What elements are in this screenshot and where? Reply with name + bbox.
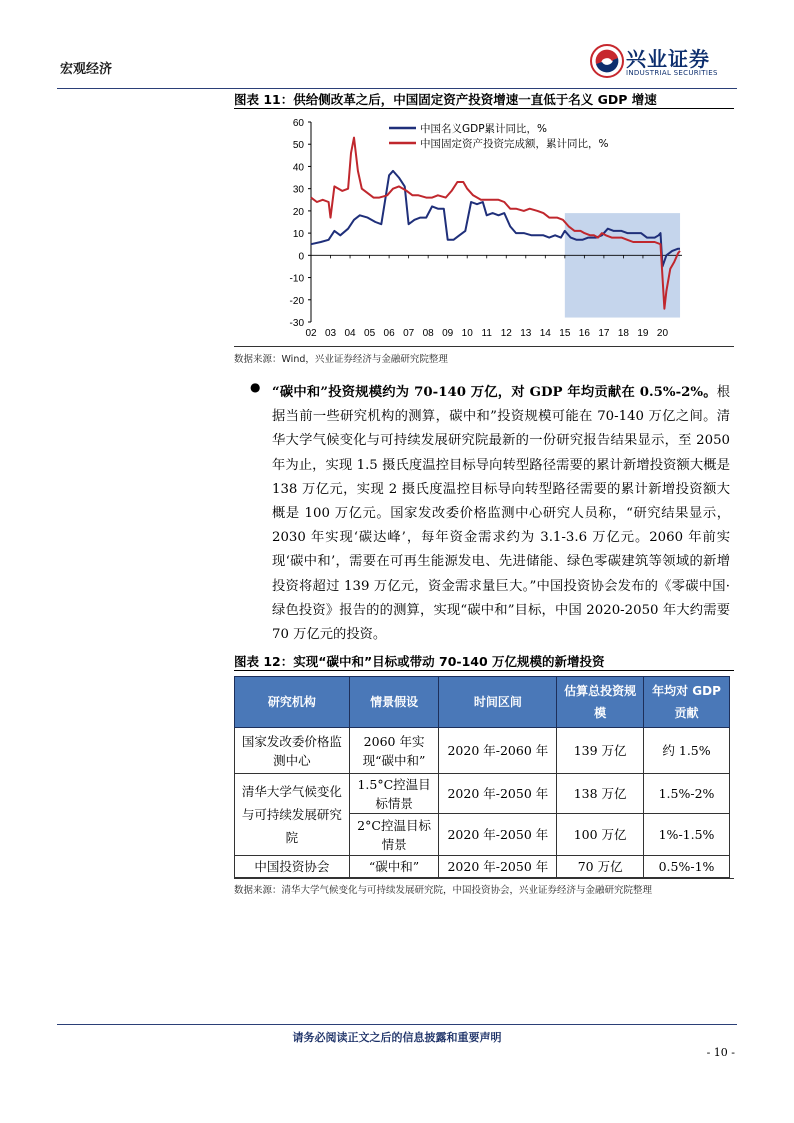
table-cell: 0.5%-1% — [644, 856, 730, 878]
y-tick-label: 30 — [292, 184, 304, 196]
x-tick-label: 17 — [598, 328, 610, 339]
table-cell: 2020 年-2050 年 — [439, 856, 557, 878]
disclosure-notice: 请务必阅读正文之后的信息披露和重要声明 — [292, 1031, 502, 1044]
table-cell: 2020 年-2050 年 — [439, 814, 557, 856]
section-label: 宏观经济 — [60, 62, 113, 77]
table-cell: 139 万亿 — [557, 728, 644, 774]
figure-11-title-rule — [234, 108, 734, 109]
figure-12-source: 数据来源：清华大学气候变化与可持续发展研究院，中国投资协会，兴业证券经济与金融研究院整理 — [234, 885, 653, 896]
x-tick-label: 19 — [637, 328, 649, 339]
figure-12-title: 图表 12：实现“碳中和”目标或带动 70-140 万亿规模的新增投资 — [234, 654, 605, 669]
figure-12-bottom-rule — [234, 878, 734, 879]
figure-11-bottom-rule — [234, 346, 734, 347]
table-cell: 清华大学气候变化与可持续发展研究院 — [235, 774, 350, 856]
line-chart — [234, 110, 734, 344]
table-cell: 1%-1.5% — [644, 814, 730, 856]
table-cell: 100 万亿 — [557, 814, 644, 856]
header-cell: 时间区间 — [439, 677, 557, 728]
x-tick-label: 20 — [656, 328, 669, 339]
x-tick-label: 12 — [500, 328, 512, 339]
table-cell: 2°C控温目标情景 — [349, 814, 439, 856]
table-cell: 2060 年实现“碳中和” — [349, 728, 439, 774]
bullet-icon: ● — [250, 380, 261, 394]
legend-label: 中国固定资产投资完成额，累计同比，% — [420, 138, 609, 150]
x-tick-label: 18 — [617, 328, 629, 339]
bullet-body: 根据当前一些研究机构的测算，碳中和”投资规模可能在 70-140 万亿之间。清华大学气候变化与可持续发展研究院最新的一份研究报告结果显示，至 2050 年为止，实现 1.5 摄氏度温控目标导向转型路径需要的累计新增投资额大概是 138 万亿元，实现 2 摄氏度温控目标导向转型路径需要的累计新增投资额大概是 100 万亿元。国家发改委价格监测中心研究人员称，“研究结果显示，2030 年实现‘碳达峰’，每年资金需求约为 3.1-3.6 万亿元。2060 年前实现‘碳中和’，需要在可再生能源发电、先进储能、绿色零碳建筑等领域的新增投资将超过 139 万亿元，资金需求量巨大。”中国投资协会发布的《零碳中国·绿色投资》报告的的测算，实现“碳中和”目标，中国 2020-2050 年大约需要 70 万亿元的投资。 — [272, 385, 730, 643]
bullet-paragraph — [272, 381, 730, 647]
table-cell: 中国投资协会 — [235, 856, 350, 878]
x-tick-label: 09 — [442, 328, 454, 339]
x-tick-label: 06 — [383, 328, 395, 339]
investment-table — [234, 676, 730, 878]
header-divider — [57, 88, 737, 89]
y-tick-label: -20 — [289, 295, 304, 307]
x-tick-label: 08 — [422, 328, 434, 339]
logo-name: 兴业证券 — [626, 47, 710, 71]
x-tick-label: 03 — [324, 328, 337, 339]
x-tick-label: 07 — [403, 328, 415, 339]
logo-english-name: INDUSTRIAL SECURITIES — [626, 69, 718, 77]
y-tick-label: 10 — [292, 229, 304, 241]
figure-11-title: 图表 11：供给侧改革之后，中国固定资产投资增速一直低于名义 GDP 增速 — [234, 92, 657, 107]
y-tick-label: 40 — [292, 162, 304, 174]
y-tick-label: -30 — [289, 318, 304, 329]
figure-12-title-rule — [234, 670, 734, 671]
y-tick-label: 60 — [292, 118, 304, 129]
x-tick-label: 16 — [578, 328, 590, 339]
table-cell: 2020 年-2060 年 — [439, 728, 557, 774]
logo-mark-icon — [590, 44, 624, 78]
y-tick-label: 50 — [292, 140, 304, 152]
table-cell: 2020 年-2050 年 — [439, 774, 557, 814]
table-row — [235, 856, 730, 878]
page-number: - 10 - — [706, 1046, 735, 1059]
header-cell: 估算总投资规模 — [557, 677, 644, 728]
table-row — [235, 774, 730, 814]
figure-11-source: 数据来源：Wind，兴业证券经济与金融研究院整理 — [234, 354, 448, 365]
y-tick-label: 20 — [292, 206, 304, 218]
header-cell: 情景假设 — [349, 677, 439, 728]
x-tick-label: 05 — [364, 328, 376, 339]
x-tick-label: 10 — [461, 328, 473, 339]
y-tick-label: 0 — [298, 251, 304, 263]
footer-divider — [57, 1024, 737, 1025]
x-tick-label: 14 — [539, 328, 551, 339]
x-tick-label: 02 — [305, 328, 317, 339]
x-tick-label: 13 — [520, 328, 532, 339]
x-tick-label: 04 — [344, 328, 356, 339]
table-cell: “碳中和” — [349, 856, 439, 878]
table-cell: 国家发改委价格监测中心 — [235, 728, 350, 774]
header-cell: 研究机构 — [235, 677, 350, 728]
company-logo — [590, 42, 740, 82]
x-tick-label: 15 — [559, 328, 571, 339]
table-row — [235, 728, 730, 774]
bullet-bold-lead: “碳中和”投资规模约为 70-140 万亿，对 GDP 年均贡献在 0.5%-2%。 — [272, 385, 717, 400]
y-tick-label: -10 — [289, 273, 304, 285]
legend-label: 中国名义GDP累计同比，% — [420, 123, 548, 135]
table-header-row — [235, 677, 730, 728]
x-tick-label: 11 — [481, 328, 492, 339]
header-cell: 年均对 GDP 贡献 — [644, 677, 730, 728]
table-cell: 138 万亿 — [557, 774, 644, 814]
table-cell: 70 万亿 — [557, 856, 644, 878]
table-cell: 1.5%-2% — [644, 774, 730, 814]
table-cell: 约 1.5% — [644, 728, 730, 774]
table-cell: 1.5°C控温目标情景 — [349, 774, 439, 814]
